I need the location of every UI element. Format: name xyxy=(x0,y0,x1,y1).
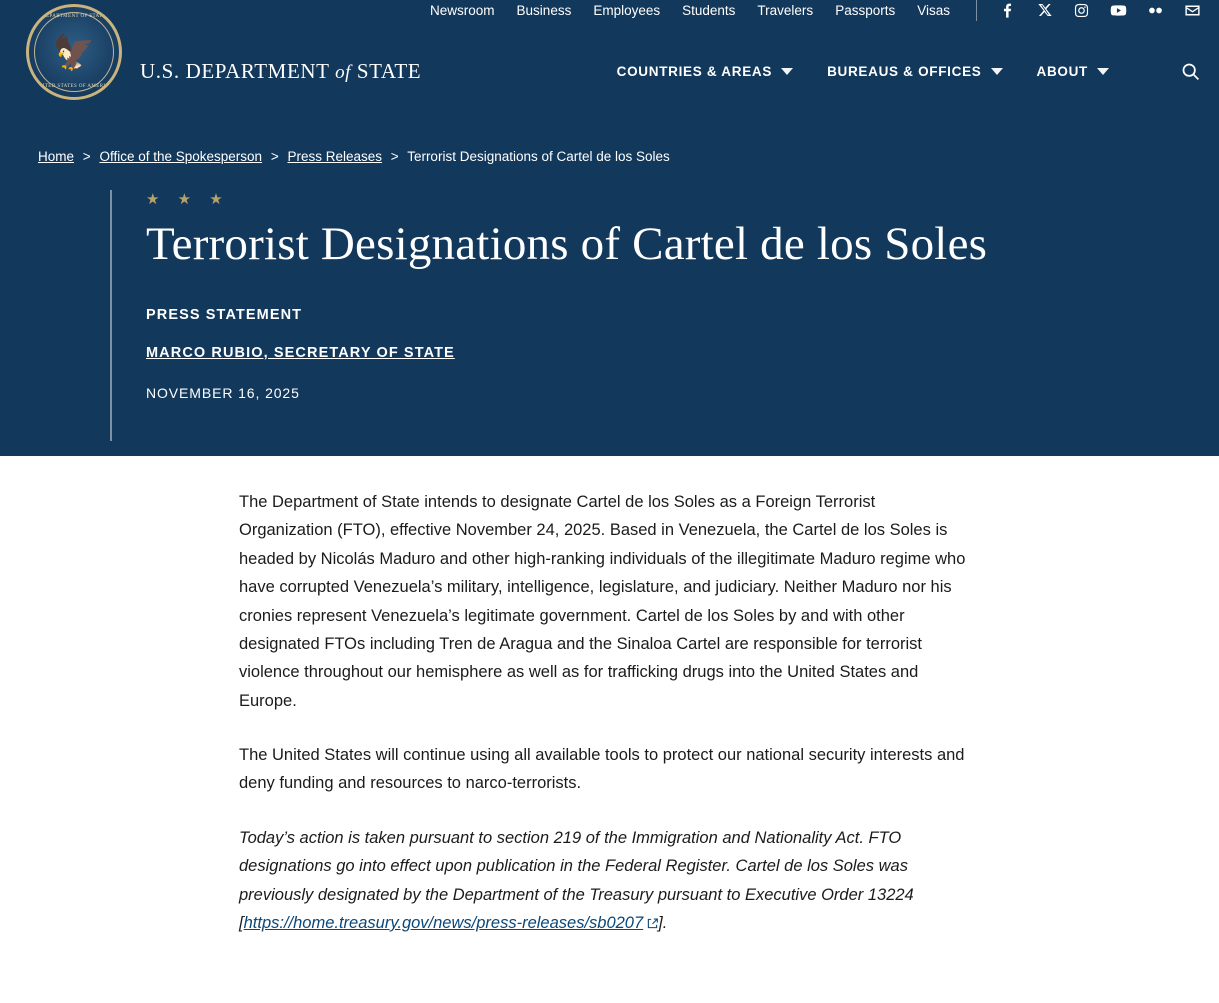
utility-link-business[interactable]: Business xyxy=(516,2,572,18)
nav-item-about[interactable] xyxy=(1037,64,1110,79)
publication-date: NOVEMBER 16, 2025 xyxy=(146,384,300,401)
breadcrumb-item-press-releases[interactable]: Press Releases xyxy=(287,149,383,164)
brand-part2: STATE xyxy=(356,58,422,83)
breadcrumb-separator: > xyxy=(270,149,279,164)
chevron-down-icon xyxy=(991,68,1003,75)
utility-link-passports[interactable]: Passports xyxy=(835,2,896,18)
chevron-down-icon xyxy=(781,68,793,75)
eagle-icon: 🦅 xyxy=(52,34,96,72)
masthead xyxy=(0,14,1219,116)
utility-link-employees[interactable]: Employees xyxy=(593,2,661,18)
main-navigation xyxy=(617,60,1201,82)
flickr-icon[interactable] xyxy=(1147,2,1164,19)
breadcrumb-separator: > xyxy=(82,149,91,164)
utility-links xyxy=(430,3,950,18)
facebook-icon[interactable] xyxy=(999,2,1016,19)
brand-part1: U.S. DEPARTMENT xyxy=(140,58,330,83)
seal-top-text: DEPARTMENT OF STATE xyxy=(42,14,106,19)
site-header xyxy=(0,0,1219,456)
seal-bottom-text: UNITED STATES OF AMERICA xyxy=(34,84,114,89)
breadcrumb xyxy=(0,116,1219,164)
utility-link-students[interactable]: Students xyxy=(682,2,736,18)
search-icon[interactable] xyxy=(1179,60,1201,82)
nav-label-countries-areas: COUNTRIES & AREAS xyxy=(616,63,773,79)
article-paragraph-1: The Department of State intends to designate Cartel de los Soles as a Foreign Terrorist Organization (FTO), effective November 24, 2025. Based in Venezuela, the Cartel de los Soles is headed by Nicolás Maduro and other high-ranking individuals of the illegitimate Maduro regime who have corrupted Venezuela’s military, intelligence, legislature, and judiciary. Neither Maduro nor his cronies represent Venezuela’s legitimate government. Cartel de los Soles by and with other designated FTOs including Tren de Aragua and the Sinaloa Cartel are responsible for terrorist violence throughout our hemisphere as well as for trafficking drugs into the United States and Europe. xyxy=(239,493,966,710)
youtube-icon[interactable] xyxy=(1110,2,1127,19)
utility-link-visas[interactable]: Visas xyxy=(917,2,950,18)
utility-divider xyxy=(976,0,977,21)
breadcrumb-item-home[interactable]: Home xyxy=(38,149,75,164)
article-paragraph-3-suffix: ]. xyxy=(658,913,668,932)
stars-decoration: ★ ★ ★ xyxy=(146,191,230,208)
chevron-down-icon xyxy=(1097,68,1109,75)
email-icon[interactable] xyxy=(1184,2,1201,19)
utility-link-newsroom[interactable]: Newsroom xyxy=(430,2,495,18)
external-link-icon xyxy=(647,910,658,921)
site-brand[interactable] xyxy=(140,59,421,84)
breadcrumb-separator: > xyxy=(390,149,399,164)
page-title: Terrorist Designations of Cartel de los Soles xyxy=(146,218,988,270)
instagram-icon[interactable] xyxy=(1073,2,1090,19)
article-content xyxy=(0,456,1219,1003)
article-body xyxy=(239,488,972,937)
social-icon-list xyxy=(999,2,1201,19)
breadcrumb-item-office-of-the-spokesperson[interactable]: Office of the Spokesperson xyxy=(99,149,263,164)
nav-item-countries-areas[interactable] xyxy=(617,64,793,79)
article-paragraph-3-text: Today’s action is taken pursuant to section 219 of the Immigration and Nationality Act. FTO designations go into effect upon publication in the Federal Register. Cartel de los Soles was previously designated by the Department of the Treasury pursuant to Executive Order 13224 [ xyxy=(239,828,914,932)
article-paragraph-3 xyxy=(239,824,972,938)
department-seal xyxy=(26,4,122,100)
treasury-press-release-link[interactable]: https://home.treasury.gov/news/press-releases/sb0207 xyxy=(243,913,644,932)
article-paragraph-2: The United States will continue using all available tools to protect our national security interests and deny funding and resources to narco-terrorists. xyxy=(239,746,965,793)
utility-link-travelers[interactable]: Travelers xyxy=(757,2,814,18)
x-twitter-icon[interactable] xyxy=(1036,2,1053,19)
nav-label-bureaus-offices: BUREAUS & OFFICES xyxy=(827,63,982,79)
nav-label-about: ABOUT xyxy=(1036,63,1088,79)
content-type-label: PRESS STATEMENT xyxy=(146,306,303,323)
seal-ring xyxy=(34,12,114,92)
byline xyxy=(146,345,1219,361)
byline-link[interactable]: MARCO RUBIO, SECRETARY OF STATE xyxy=(146,344,455,361)
utility-bar xyxy=(0,0,1219,26)
brand-of: of xyxy=(335,61,352,83)
hero-block xyxy=(110,190,1219,441)
breadcrumb-item-current: Terrorist Designations of Cartel de los Soles xyxy=(407,149,670,164)
nav-item-bureaus-offices[interactable] xyxy=(827,64,1002,79)
